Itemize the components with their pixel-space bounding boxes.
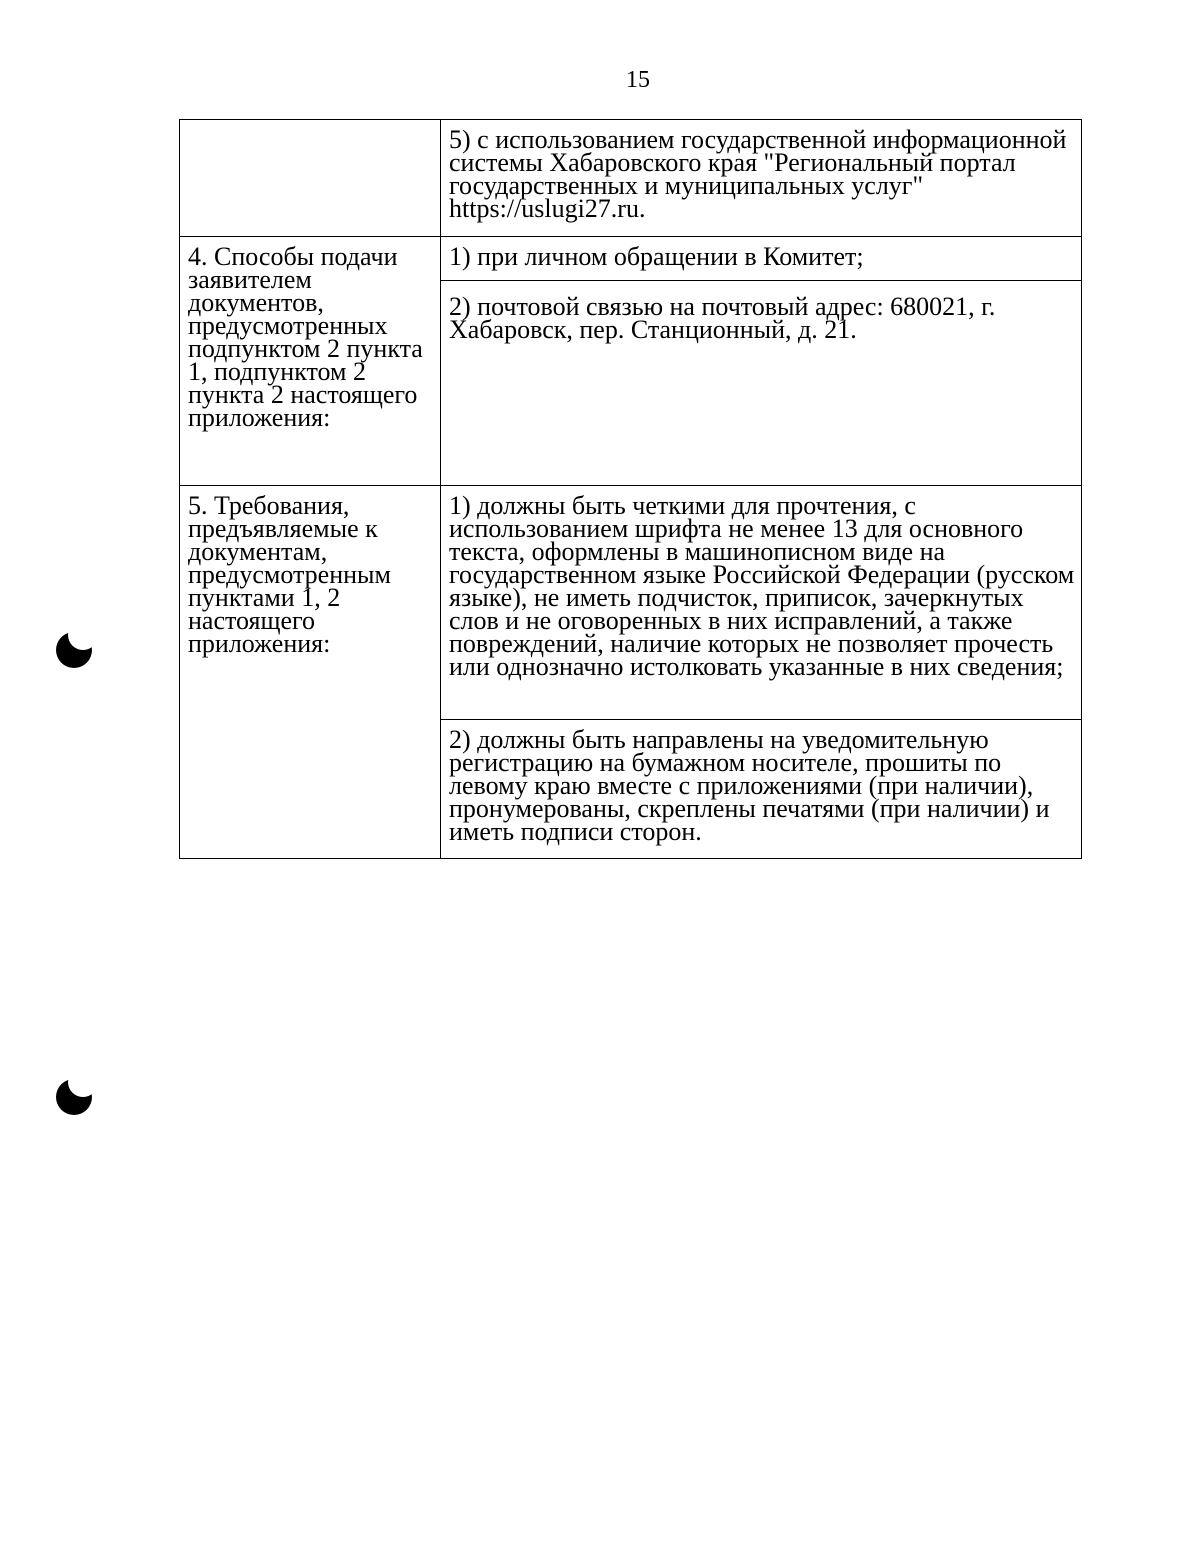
section-5-label: 5. Требования, предъявляемые к документам, предусмотренным пунктами 1, 2 настоящего приложения:	[180, 486, 441, 859]
table-cell-item: 1) должны быть четкими для прочтения, с использованием шрифта не менее 13 для основного текста, оформлены в машинописном виде на государственном языке Российской Федерации (русском языке), не иметь подчисток, приписок, зачеркнутых слов и не оговоренных в них исправлений, а также повреждений, наличие которых не позволяет прочесть или однозначно истолковать указанные в них сведения;	[441, 486, 1082, 720]
table-cell-item: 2) должны быть направлены на уведомительную регистрацию на бумажном носителе, прошиты по левому краю вместе с приложениями (при наличии), пронумерованы, скреплены печатями (при наличии) и иметь подписи сторон.	[441, 720, 1082, 859]
table-cell-item: 1) при личном обращении в Комитет;	[441, 237, 1082, 281]
table-row	[180, 486, 1082, 720]
table-row	[180, 237, 1082, 281]
requirements-table	[179, 119, 1082, 859]
table-cell-empty	[180, 120, 441, 237]
table-row	[180, 120, 1082, 237]
punch-hole-mark	[56, 1079, 92, 1115]
section-4-label: 4. Способы подачи заявителем документов, предусмотренных подпунктом 2 пункта 1, подпунктом 2 пункта 2 настоящего приложения:	[180, 237, 441, 486]
page-number: 15	[626, 67, 650, 93]
table-cell-item-5: 5) с использованием государственной информационной системы Хабаровского края "Региональный портал государственных и муниципальных услуг" https://uslugi27.ru.	[441, 120, 1082, 237]
table-cell-item: 2) почтовой связью на почтовый адрес: 680021, г. Хабаровск, пер. Станционный, д. 21.	[441, 281, 1082, 486]
punch-hole-mark	[56, 632, 92, 668]
